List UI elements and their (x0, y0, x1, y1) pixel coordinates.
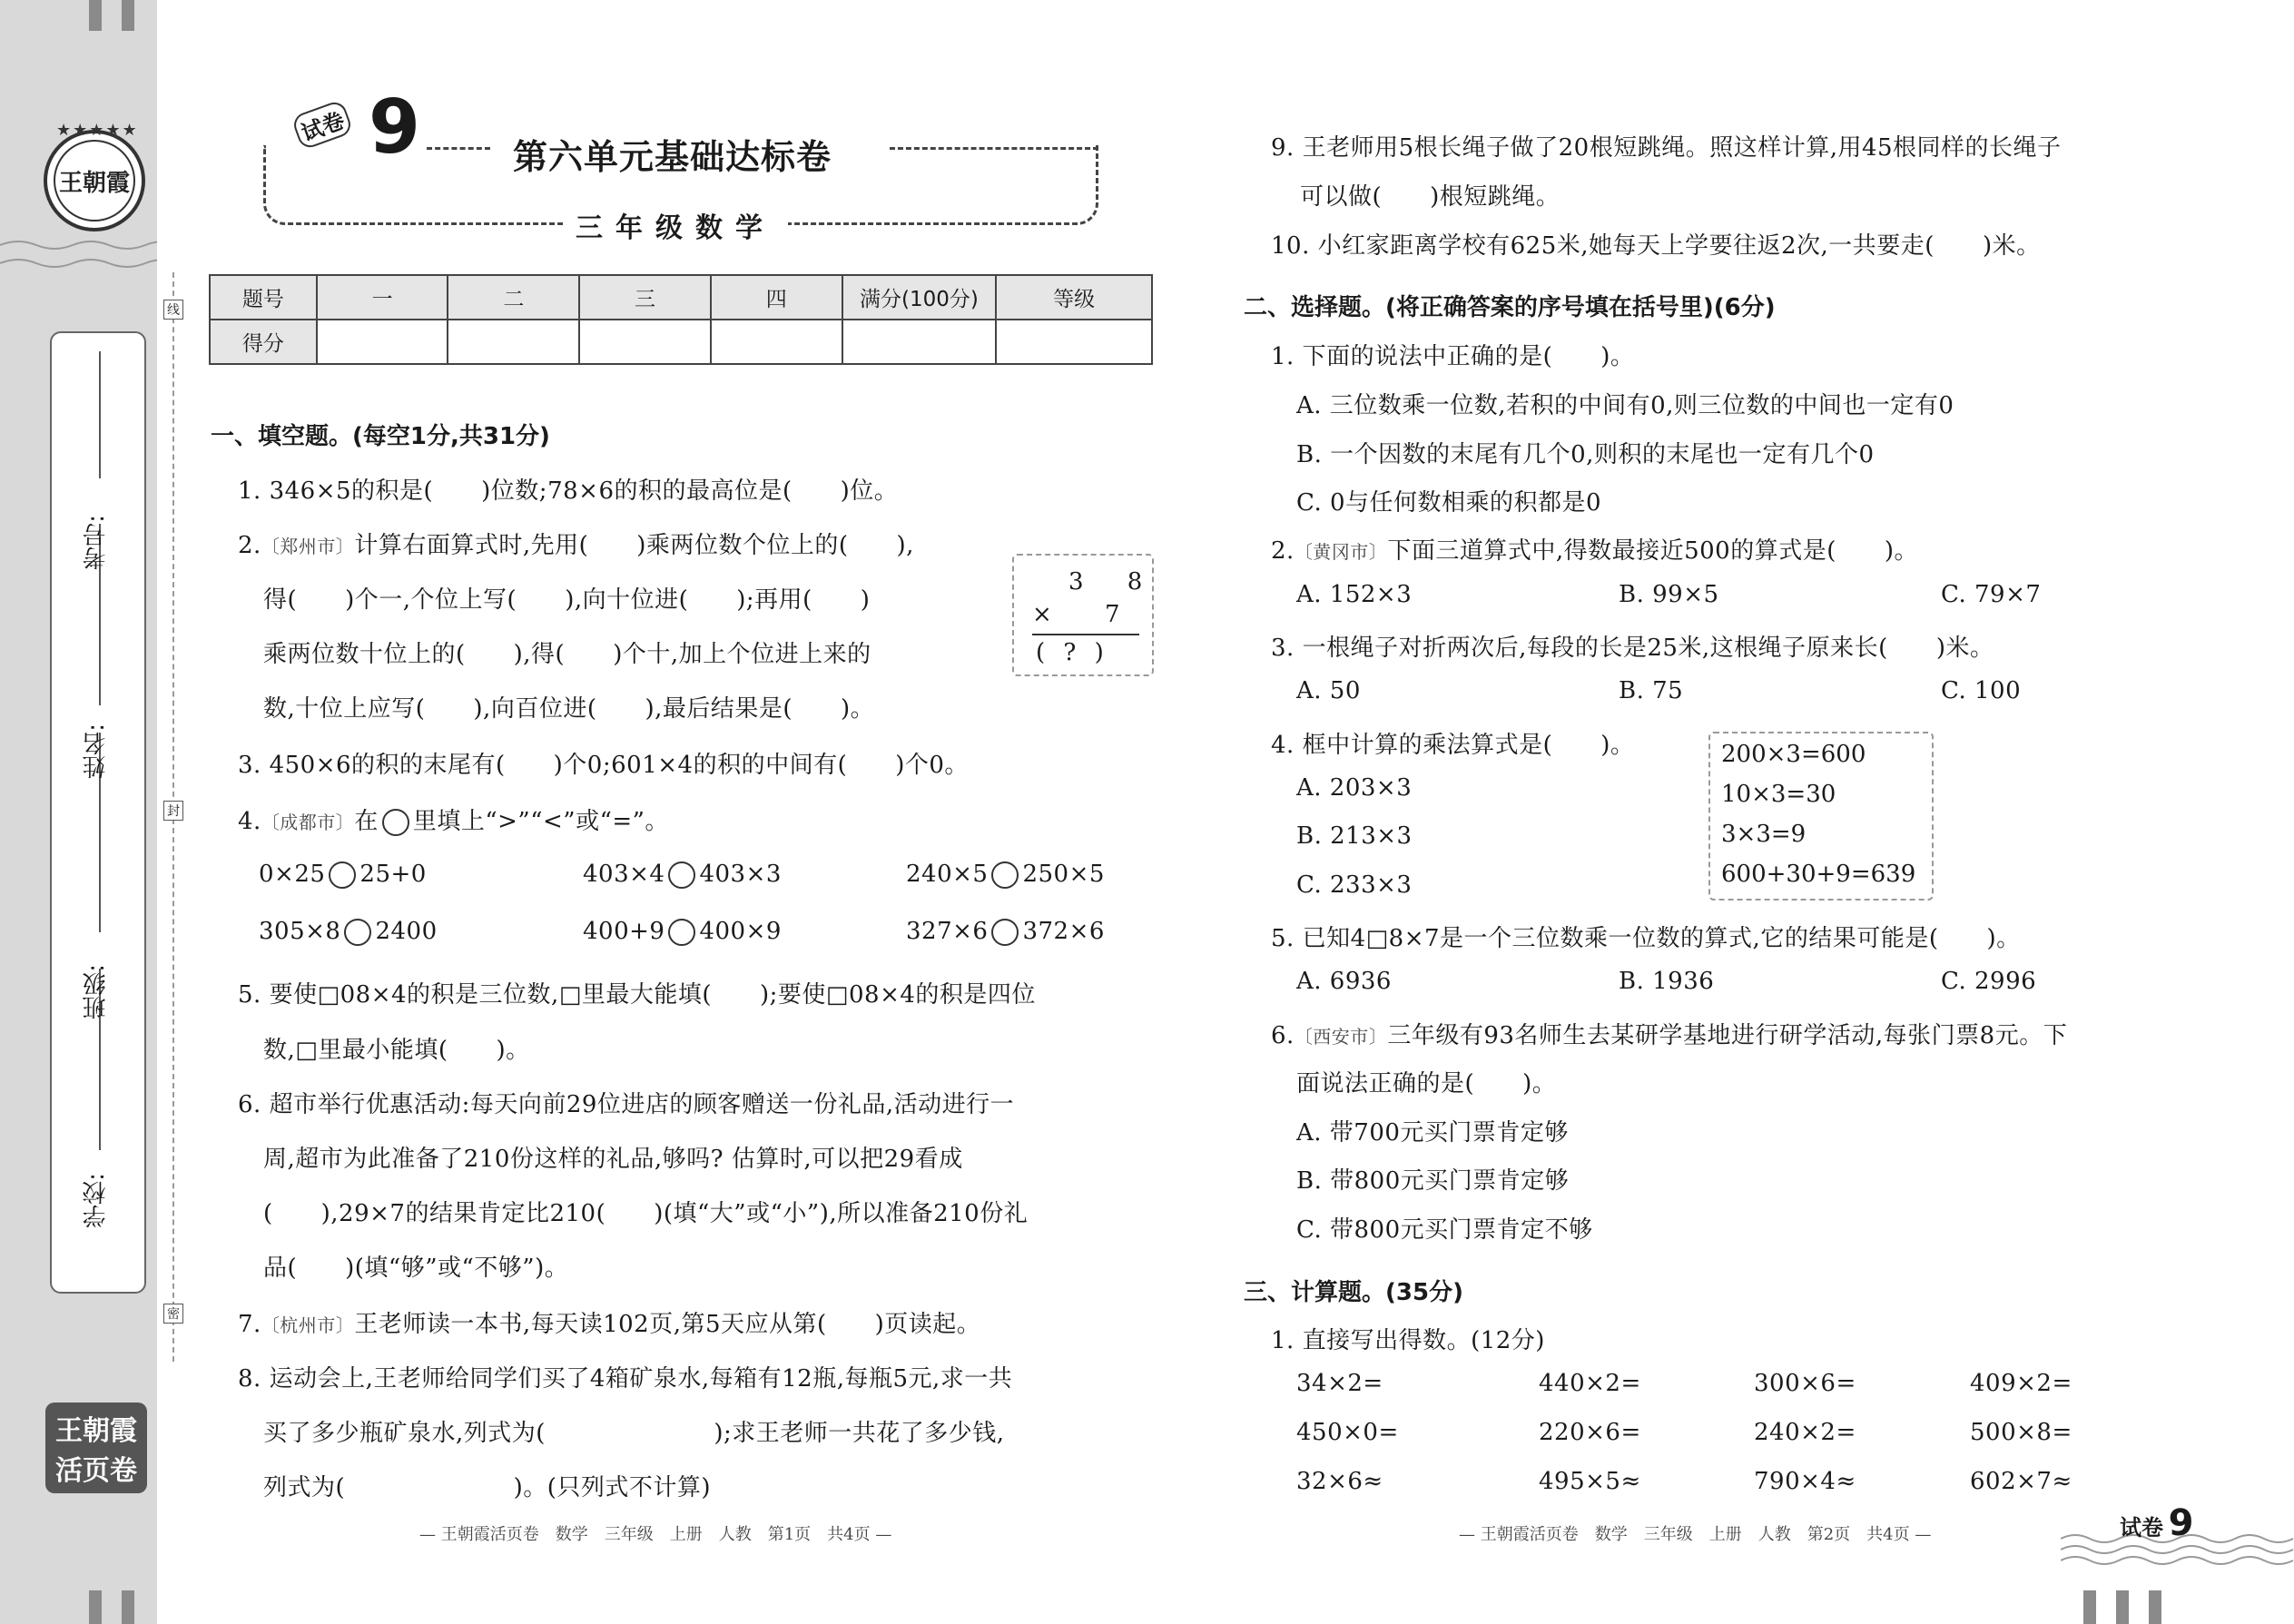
strip-bar (89, 0, 102, 31)
question-7 (238, 1305, 980, 1339)
question-6-line-3: ( ),29×7的结果肯定比210( )(填“大”或“小”),所以准备210份礼 (263, 1200, 1029, 1227)
seal-text: 王朝霞 (54, 140, 135, 221)
mult-result: ( ? ) (1036, 639, 1109, 666)
mult-bottom: 7 (1105, 601, 1120, 628)
wave-decoration (0, 256, 157, 271)
calc-item: 300×6= (1754, 1370, 1856, 1397)
region-tag: 〔成都市〕 (261, 812, 355, 833)
choice-6-option-a: A. 带700元买门票肯定够 (1296, 1119, 1569, 1147)
choice-2 (1271, 532, 1918, 566)
student-info-box (50, 331, 146, 1294)
question-9-line-2: 可以做( )根短跳绳。 (1300, 183, 1561, 211)
header-dash-right (890, 147, 1098, 150)
choice-1-option-b: B. 一个因数的末尾有几个0,则积的末尾也一定有几个0 (1296, 441, 1875, 468)
choice-5: 5. 已知4□8×7是一个三位数乘一位数的算式,它的结果可能是( )。 (1271, 925, 2021, 952)
section-calculation: 三、计算题。(35分) (1244, 1279, 1463, 1306)
question-3: 3. 450×6的积的末尾有( )个0;601×4的积的中间有( )个0。 (238, 752, 969, 779)
calc-process-line: 600+30+9=639 (1721, 861, 1916, 888)
choice-2-option: C. 79×7 (1941, 581, 2042, 608)
question-5-line-2: 数,□里最小能填( )。 (263, 1037, 530, 1064)
name-label: 姓名: (83, 723, 110, 779)
choice-3-option: A. 50 (1296, 677, 1361, 704)
calc-item: 602×7≈ (1970, 1468, 2072, 1495)
compare-item (259, 918, 438, 946)
calc-item: 409×2= (1970, 1370, 2072, 1397)
region-tag: 〔黄冈市〕 (1294, 541, 1388, 563)
compare-left: 305×8 (259, 918, 341, 945)
choice-4-option: B. 213×3 (1296, 822, 1413, 850)
corner-number: 9 (2168, 1502, 2194, 1544)
compare-circle-icon[interactable] (991, 861, 1019, 889)
compare-right: 400×9 (699, 918, 782, 945)
question-6-line-2: 周,超市为此准备了210份这样的礼品,够吗? 估算时,可以把29看成 (263, 1146, 963, 1173)
compare-left: 0×25 (259, 861, 326, 888)
calc-item: 790×4≈ (1754, 1468, 1856, 1495)
question-text: 王老师读一本书,每天读102页,第5天应从第( )页读起。 (354, 1311, 981, 1338)
footer-left: — 王朝霞活页卷 数学 三年级 上册 人教 第1页 共4页 — (419, 1525, 892, 1544)
question-8-line-1: 8. 运动会上,王老师给同学们买了4箱矿泉水,每箱有12瓶,每瓶5元,求一共 (238, 1365, 1013, 1393)
score-row-label: 得分 (210, 320, 317, 364)
strip-bar (122, 1590, 134, 1624)
question-8-line-2: 买了多少瓶矿泉水,列式为( );求王老师一共花了多少钱, (263, 1420, 1005, 1447)
corner-badge: 试卷 (2120, 1515, 2163, 1540)
compare-right: 403×3 (699, 861, 782, 888)
compare-left: 240×5 (906, 861, 989, 888)
choice-6-option-c: C. 带800元买门票肯定不够 (1296, 1216, 1593, 1244)
question-number: 2. (238, 532, 261, 559)
compare-circle-icon[interactable] (991, 919, 1019, 946)
calc-process-box (1708, 732, 1934, 901)
compare-right: 2400 (375, 918, 438, 945)
score-cell[interactable] (996, 320, 1152, 364)
score-header-cell: 题号 (210, 275, 317, 320)
choice-6-line-1 (1271, 1017, 2067, 1050)
footer-right: — 王朝霞活页卷 数学 三年级 上册 人教 第2页 共4页 — (1459, 1525, 1932, 1544)
choice-6-line-2: 面说法正确的是( )。 (1296, 1070, 1557, 1097)
region-tag: 〔郑州市〕 (261, 536, 355, 557)
cut-mark-line: 线 (163, 300, 183, 320)
score-header-cell: 四 (711, 275, 842, 320)
choice-6-option-b: B. 带800元买门票肯定够 (1296, 1167, 1570, 1195)
score-table-row (210, 320, 1152, 364)
compare-left: 403×4 (583, 861, 665, 888)
compare-circle-icon[interactable] (668, 919, 695, 946)
strip-bar (89, 1590, 102, 1624)
brand-logo (45, 1403, 147, 1493)
compare-circle-icon[interactable] (329, 861, 356, 889)
exam-number: 9 (363, 91, 426, 165)
multiplication-box (1012, 554, 1161, 676)
region-tag: 〔杭州市〕 (261, 1314, 355, 1336)
strip-bar (122, 0, 134, 31)
strip-bar (2083, 1590, 2096, 1624)
calc-item: 500×8= (1970, 1419, 2072, 1446)
seal-stars: ★★★★★ (56, 121, 139, 140)
mult-top: 3 8 (1068, 568, 1161, 595)
compare-circle-icon[interactable] (668, 861, 695, 889)
compare-item (583, 861, 782, 889)
score-header-cell: 三 (579, 275, 711, 320)
calc-item: 495×5≈ (1539, 1468, 1641, 1495)
choice-3-option: C. 100 (1941, 677, 2022, 704)
wave-decoration (0, 238, 157, 252)
question-6-line-1: 6. 超市举行优惠活动:每天向前29位进店的顾客赠送一份礼品,活动进行一 (238, 1091, 1015, 1118)
compare-item (906, 918, 1105, 946)
question-1: 1. 346×5的积是( )位数;78×6的积的最高位是( )位。 (238, 477, 899, 505)
page-subtitle: 三年级数学 (563, 205, 788, 245)
compare-right: 25+0 (359, 861, 427, 888)
calc-item: 220×6= (1539, 1419, 1641, 1446)
header-dash-left (427, 147, 490, 150)
brand-logo-line1: 王朝霞 (55, 1415, 137, 1447)
question-6-line-4: 品( )(填“够”或“不够”)。 (263, 1255, 569, 1282)
choice-2-option: A. 152×3 (1296, 581, 1413, 608)
choice-5-option: C. 2996 (1941, 968, 2037, 995)
question-8-line-3: 列式为( )。(只列式不计算) (263, 1474, 712, 1501)
region-tag: 〔西安市〕 (1294, 1026, 1388, 1048)
compare-left: 400+9 (583, 918, 665, 945)
compare-item (906, 861, 1105, 889)
question-text: 在 (354, 808, 379, 835)
question-number: 7. (238, 1311, 261, 1338)
question-number: 6. (1271, 1022, 1295, 1049)
calc-item: 32×6≈ (1296, 1468, 1383, 1495)
page-title: 第六单元基础达标卷 (504, 129, 841, 179)
question-10: 10. 小红家距离学校有625米,她每天上学要往返2次,一共要走( )米。 (1271, 232, 2041, 260)
question-5-line-1: 5. 要使□08×4的积是三位数,□里最大能填( );要使□08×4的积是四位 (238, 981, 1036, 1009)
score-header-cell: 二 (448, 275, 579, 320)
compare-right: 372×6 (1022, 918, 1105, 945)
section-choice: 二、选择题。(将正确答案的序号填在括号里)(6分) (1244, 294, 1776, 321)
question-text: 里填上“>”“<”或“=”。 (412, 808, 669, 835)
score-cell[interactable] (711, 320, 842, 364)
class-label: 班级: (83, 964, 110, 1019)
choice-2-option: B. 99×5 (1619, 581, 1719, 608)
question-2-line-4: 数,十位上应写( ),向百位进( ),最后结果是( )。 (263, 695, 875, 723)
calc-process-line: 200×3=600 (1721, 741, 1866, 768)
corner-exam-label (2120, 1502, 2193, 1544)
compare-circle-icon[interactable] (344, 919, 371, 946)
question-text: 下面三道算式中,得数最接近500的算式是( )。 (1387, 537, 1918, 565)
circle-icon (382, 809, 409, 836)
choice-1: 1. 下面的说法中正确的是( )。 (1271, 343, 1635, 370)
seal-logo (44, 121, 145, 231)
choice-1-option-a: A. 三位数乘一位数,若积的中间有0,则三位数的中间也一定有0 (1296, 392, 1954, 419)
brand-logo-line2: 活页卷 (55, 1455, 137, 1487)
question-4 (238, 802, 669, 836)
question-9-line-1: 9. 王老师用5根长绳子做了20根短跳绳。照这样计算,用45根同样的长绳子 (1271, 134, 2062, 162)
strip-bar (2149, 1590, 2161, 1624)
choice-4: 4. 框中计算的乘法算式是( )。 (1271, 732, 1635, 759)
choice-3-option: B. 75 (1619, 677, 1684, 704)
calc-item: 450×0= (1296, 1419, 1399, 1446)
choice-4-option: C. 233×3 (1296, 871, 1413, 899)
choice-5-option: B. 1936 (1619, 968, 1715, 995)
score-header-cell: 满分(100分) (842, 275, 997, 320)
question-number: 4. (238, 808, 261, 835)
calc-process-line: 10×3=30 (1721, 781, 1836, 808)
calc-question-1: 1. 直接写出得数。(12分) (1271, 1327, 1545, 1354)
calc-process-line: 3×3=9 (1721, 821, 1807, 848)
question-2-line-2: 得( )个一,个位上写( ),向十位进( );再用( ) (263, 586, 871, 614)
school-label: 学校: (83, 1173, 110, 1228)
score-table-header (210, 275, 1152, 320)
calc-item: 34×2= (1296, 1370, 1383, 1397)
calc-item: 440×2= (1539, 1370, 1641, 1397)
score-cell[interactable] (317, 320, 448, 364)
question-text: 计算右面算式时,先用( )乘两位数个位上的( ), (354, 532, 914, 559)
exam-badge: 试卷 (290, 99, 354, 151)
strip-bar (2116, 1590, 2129, 1624)
binding-strip (0, 0, 157, 1624)
cut-mark-secret: 密 (163, 1304, 183, 1324)
mult-line (1032, 634, 1139, 635)
question-text: 三年级有93名师生去某研学基地进行研学活动,每张门票8元。下 (1387, 1022, 2068, 1049)
compare-right: 250×5 (1022, 861, 1105, 888)
question-number: 2. (1271, 537, 1295, 565)
section-fill-blank: 一、填空题。(每空1分,共31分) (211, 423, 550, 450)
cut-mark-seal: 封 (163, 801, 183, 821)
score-header-cell: 等级 (996, 275, 1152, 320)
compare-left: 327×6 (906, 918, 989, 945)
choice-3: 3. 一根绳子对折两次后,每段的长是25米,这根绳子原来长( )米。 (1271, 635, 1994, 662)
mult-op: × (1032, 601, 1052, 628)
compare-item (583, 918, 782, 946)
question-2-line-1 (238, 527, 914, 560)
question-2-line-3: 乘两位数十位上的( ),得( )个十,加上个位进上来的 (263, 641, 871, 668)
score-cell[interactable] (448, 320, 579, 364)
choice-1-option-c: C. 0与任何数相乘的积都是0 (1296, 489, 1602, 517)
choice-5-option: A. 6936 (1296, 968, 1392, 995)
score-cell[interactable] (842, 320, 997, 364)
score-cell[interactable] (579, 320, 711, 364)
calc-item: 240×2= (1754, 1419, 1856, 1446)
score-table (209, 274, 1153, 365)
compare-item (259, 861, 427, 889)
choice-4-option: A. 203×3 (1296, 774, 1413, 802)
number-label: 考号: (83, 515, 110, 570)
number-field-line[interactable] (99, 351, 101, 478)
score-header-cell: 一 (317, 275, 448, 320)
